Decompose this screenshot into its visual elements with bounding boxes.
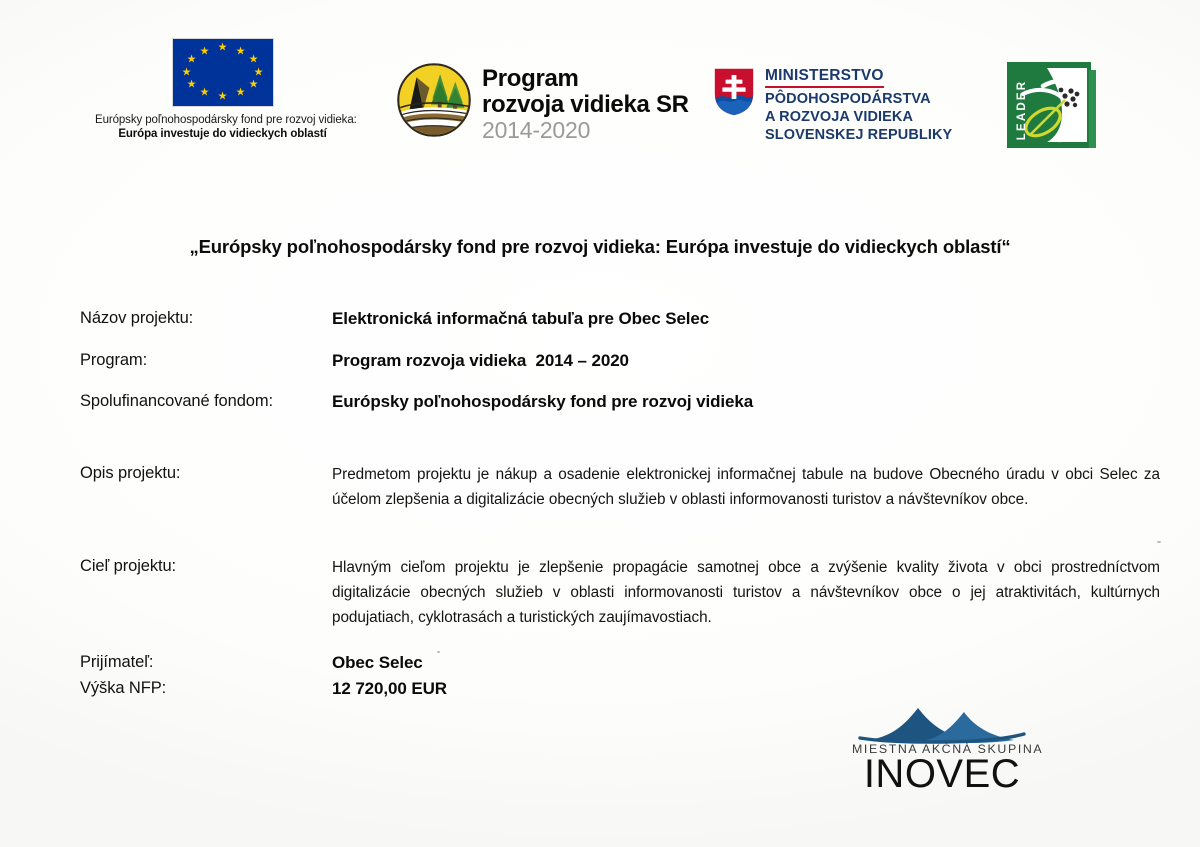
- prv-title-line2: rozvoja vidieka SR: [482, 90, 689, 118]
- value-project-description: Predmetom projektu je nákup a osadenie elektronickej informačnej tabule na budove Obecného úradu v obci Selec za účelom zlepšenia a digitalizácie obecných služieb v oblasti informovanosti turistov a návštevníkov obce.: [332, 466, 1160, 508]
- value-grant-amount: 12 720,00 EUR: [332, 679, 447, 698]
- prv-title-line1: Program: [482, 65, 579, 92]
- field-row-program: [80, 350, 1160, 372]
- label-beneficiary: Prijímateľ:: [80, 653, 154, 671]
- ministry-line2: PÔDOHOSPODÁRSTVA: [765, 91, 931, 108]
- leader-logo: [1003, 60, 1099, 150]
- value-beneficiary: Obec Selec: [332, 653, 423, 672]
- label-cofinanced-by: Spolufinancované fondom:: [80, 392, 273, 410]
- field-row-project-name: [80, 308, 1160, 330]
- eu-funding-logo: [95, 38, 357, 140]
- leader-emblem: [1003, 60, 1099, 150]
- field-row-project-description: [80, 463, 1160, 513]
- scan-speck: [1157, 541, 1161, 543]
- inovec-mountains-icon: [856, 700, 1028, 744]
- label-grant-amount: Výška NFP:: [80, 679, 167, 697]
- inovec-logo: [852, 700, 1044, 796]
- eu-caption-line1: Európsky poľnohospodársky fond pre rozvoj vidieka:: [95, 114, 357, 126]
- page-title: „Európsky poľnohospodársky fond pre rozvoj vidieka: Európa investuje do vidieckych oblastí“: [189, 236, 1011, 257]
- prv-years: 2014-2020: [482, 117, 591, 144]
- inovec-name: INOVEC: [863, 752, 1021, 796]
- field-row-grant-amount: [80, 678, 1160, 700]
- value-cofinanced-by: Európsky poľnohospodársky fond pre rozvoj vidieka: [332, 392, 754, 411]
- field-row-project-goal: [80, 556, 1160, 630]
- value-project-name: Elektronická informačná tabuľa pre Obec Selec: [332, 309, 710, 328]
- ministry-line3: A ROZVOJA VIDIEKA: [765, 109, 914, 126]
- label-project-name: Názov projektu:: [80, 309, 194, 327]
- leader-vertical-label: LEADER: [1016, 79, 1028, 141]
- ministry-line1: MINISTERSTVO: [765, 67, 884, 88]
- field-row-cofinanced-by: [80, 391, 1160, 413]
- field-row-beneficiary: [80, 652, 1160, 674]
- label-project-goal: Cieľ projektu:: [80, 557, 177, 575]
- value-project-goal: Hlavným cieľom projektu je zlepšenie propagácie samotnej obce a zvýšenie kvality života v obci prostredníctvom digitalizácie obecných služieb v oblasti informovanosti turistov a návštevníkov obce o jej atraktivitách, kultúrnych podujatiach, cyklotrasách a turistických zaujímavostiach.: [332, 559, 1160, 626]
- prv-program-logo: [396, 62, 689, 144]
- label-project-description: Opis projektu:: [80, 464, 181, 482]
- label-program: Program:: [80, 351, 148, 369]
- scan-speck: [437, 651, 440, 653]
- eu-caption-line2: Európa investuje do vidieckych oblastí: [118, 128, 327, 140]
- slovak-coat-of-arms: [712, 66, 756, 118]
- value-program: Program rozvoja vidieka 2014 – 2020: [332, 351, 629, 370]
- header-logo-strip: [0, 28, 1200, 143]
- european-union-flag: [172, 38, 274, 107]
- ministry-line4: SLOVENSKEJ REPUBLIKY: [765, 126, 953, 143]
- ministry-logo: [712, 66, 952, 144]
- inovec-subtitle: MIESTNA AKČNÁ SKUPINA: [852, 742, 1044, 756]
- prv-circular-emblem: [396, 62, 472, 138]
